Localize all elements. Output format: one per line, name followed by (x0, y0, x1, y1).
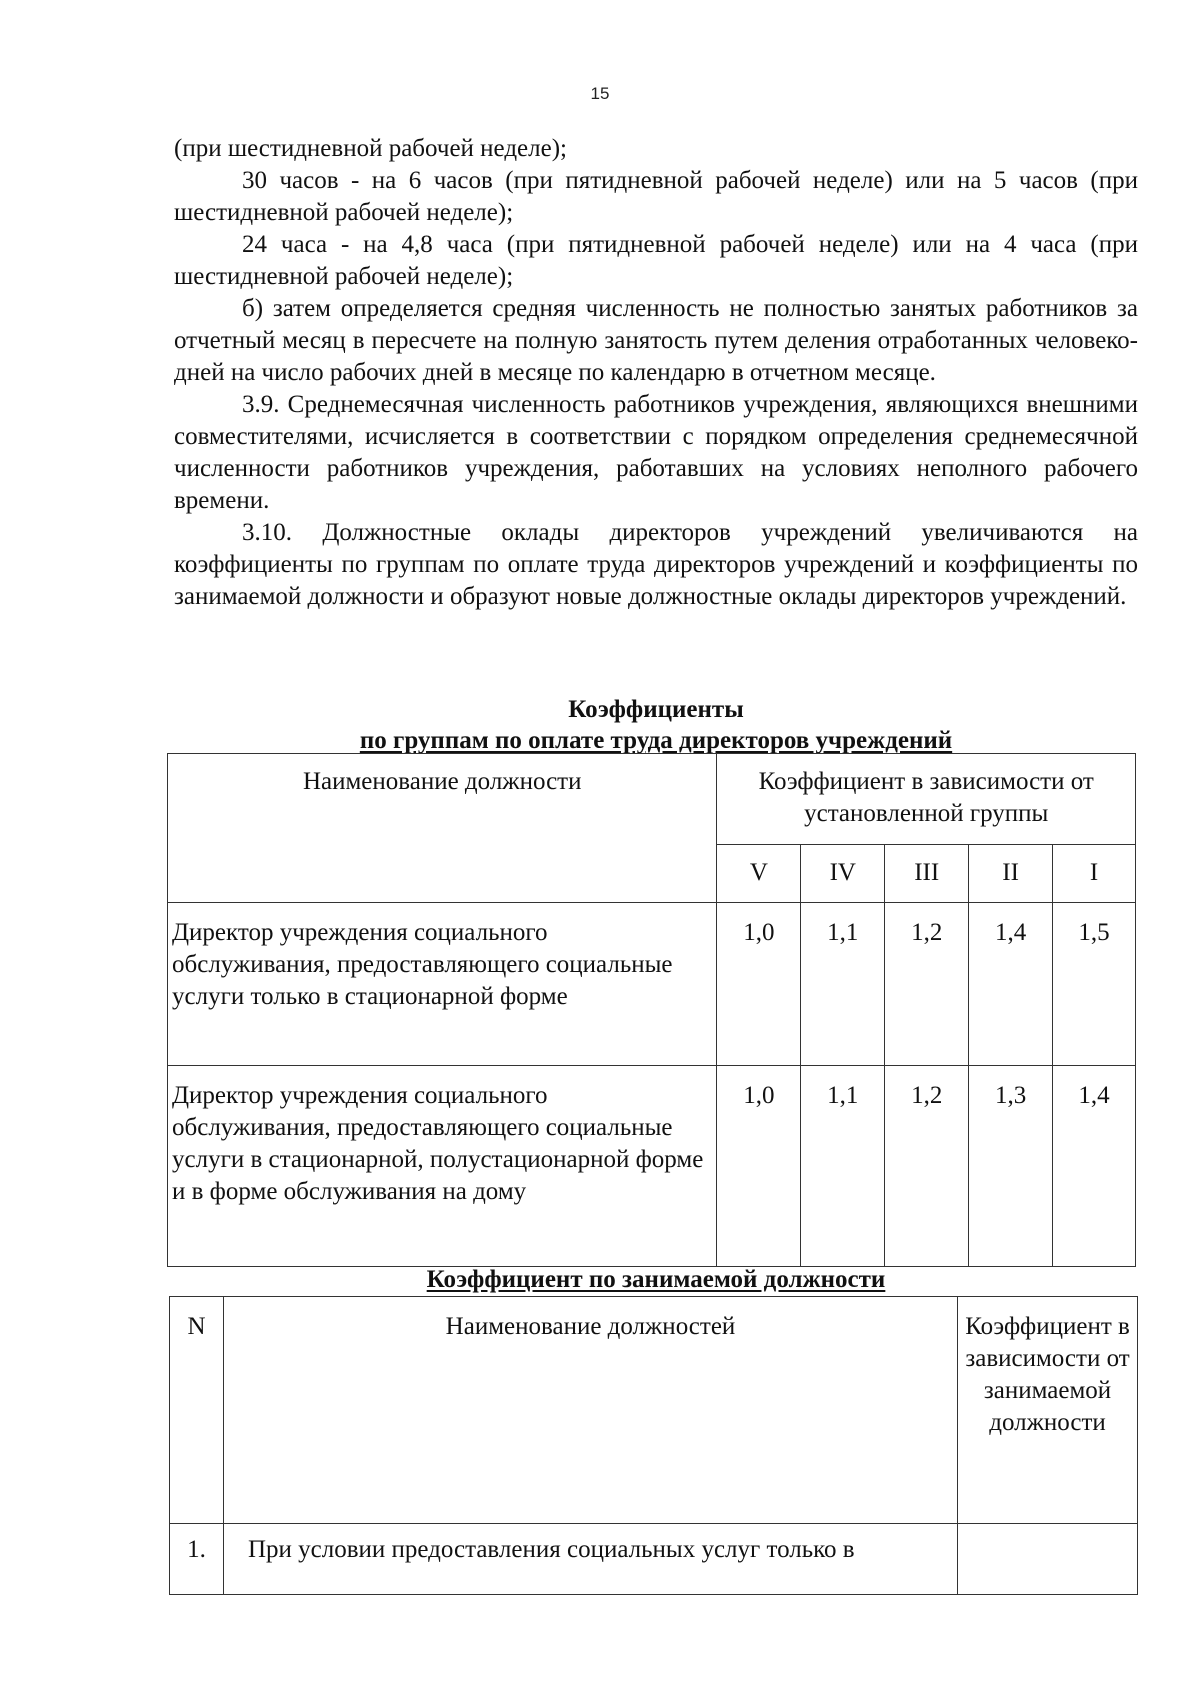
group-header: I (1053, 844, 1136, 902)
row-number: 1. (170, 1524, 224, 1595)
coefficient-value: 1,3 (969, 1066, 1053, 1267)
table-row (168, 1066, 1136, 1267)
page-number: 15 (590, 84, 610, 103)
coefficient-value: 1,0 (717, 1066, 801, 1267)
paragraph: 24 часа - на 4,8 часа (при пятидневной рабочей неделе) или на 4 часа (при шестидневной рабочей неделе); (174, 231, 1138, 290)
position-name: Директор учреждения социального обслуживания, предоставляющего социальные услуги в стационарной, полустационарной форме и в форме обслуживания на дому (168, 1066, 717, 1267)
coefficient-value: 1,2 (885, 903, 969, 1066)
table2-title: Коэффициент по занимаемой должности (426, 1266, 886, 1293)
group-header: V (717, 844, 801, 902)
group-coefficients-table (167, 753, 1136, 1267)
position-name: Директор учреждения социального обслуживания, предоставляющего социальные услуги только в стационарной форме (168, 903, 717, 1066)
header-coefficient: Коэффициент в зависимости от установленной группы (717, 754, 1136, 845)
header-position-name: Наименование должности (168, 754, 717, 903)
table-row (168, 903, 1136, 1066)
table-row (170, 1524, 1138, 1595)
group-header: IV (801, 844, 885, 902)
coefficient-value: 1,5 (1053, 903, 1136, 1066)
paragraph: 3.10. Должностные оклады директоров учреждений увеличиваются на коэффициенты по группам по оплате труда директоров учреждений и коэффициенты по занимаемой должности и образуют новые должностные оклады директоров учреждений. (174, 519, 1138, 610)
paragraph: 3.9. Среднемесячная численность работников учреждения, являющихся внешними совместителями, исчисляется в соответствии с порядком определения среднемесячной численности работников учреждения, работавших на условиях неполного рабочего времени. (174, 391, 1138, 514)
group-header: II (969, 844, 1053, 902)
header-number: N (170, 1297, 224, 1524)
group-header: III (885, 844, 969, 902)
coefficient-value (958, 1524, 1138, 1595)
coefficient-value: 1,0 (717, 903, 801, 1066)
coefficient-value: 1,2 (885, 1066, 969, 1267)
coefficient-value: 1,1 (801, 903, 885, 1066)
paragraph: б) затем определяется средняя численность не полностью занятых работников за отчетный месяц в пересчете на полную занятость путем деления отработанных человеко-дней на число рабочих дней в месяце по календарю в отчетном месяце. (174, 295, 1138, 386)
coefficient-value: 1,4 (1053, 1066, 1136, 1267)
position-name: При условии предоставления социальных услуг только в (223, 1524, 957, 1595)
position-coefficients-table (169, 1296, 1138, 1595)
table1-subtitle: по группам по оплате труда директоров учреждений (359, 727, 953, 754)
body-text (174, 133, 1138, 613)
header-positions-name: Наименование должностей (223, 1297, 957, 1524)
paragraph: (при шестидневной рабочей неделе); (174, 135, 567, 162)
coefficient-value: 1,4 (969, 903, 1053, 1066)
table1-title: Коэффициенты (568, 696, 744, 723)
paragraph: 30 часов - на 6 часов (при пятидневной рабочей неделе) или на 5 часов (при шестидневной рабочей неделе); (174, 167, 1138, 226)
header-coefficient: Коэффициент в зависимости от занимаемой должности (958, 1297, 1138, 1524)
coefficient-value: 1,1 (801, 1066, 885, 1267)
